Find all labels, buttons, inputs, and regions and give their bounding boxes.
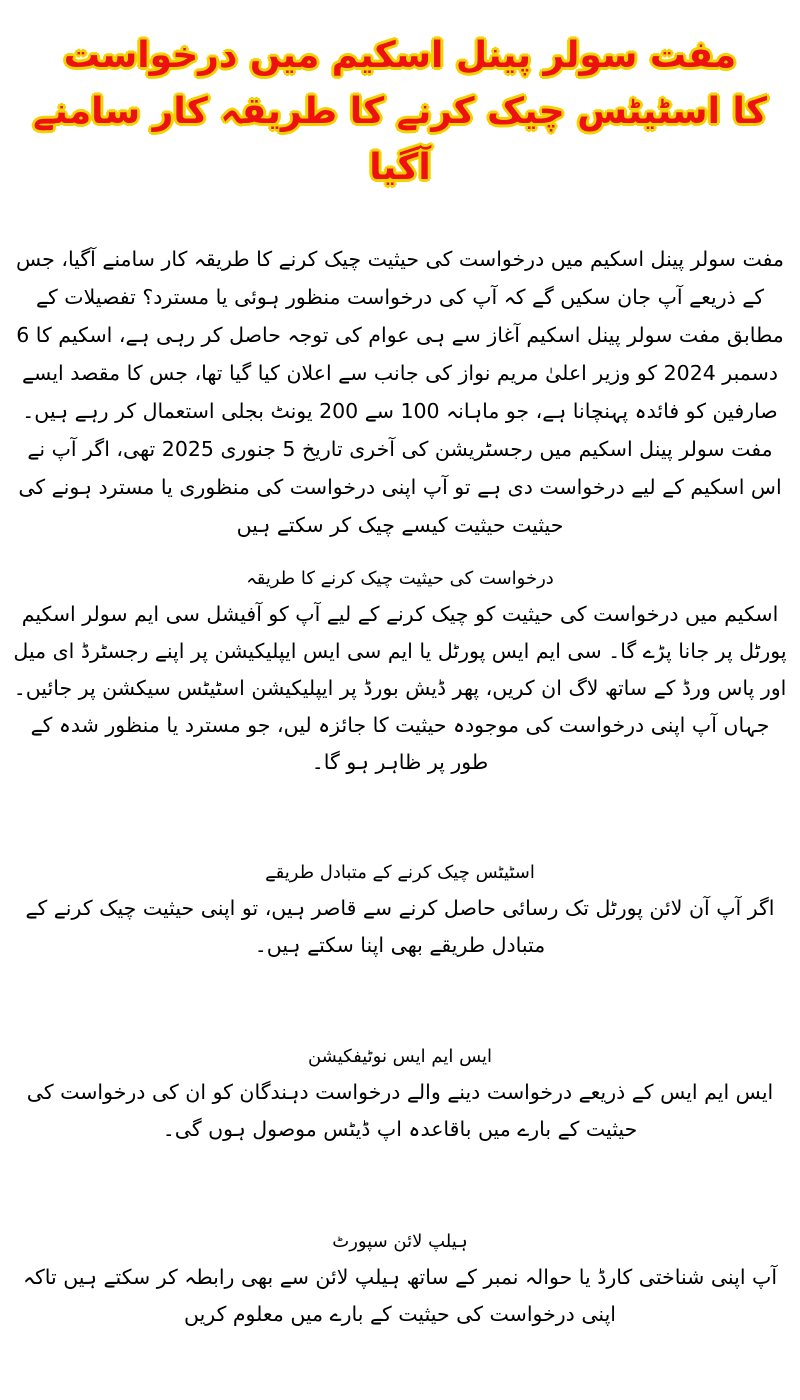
headline-line-1: مفت سولر پینل اسکیم میں درخواست	[63, 35, 737, 76]
section-helpline-support	[10, 1225, 790, 1333]
headline-line-2: کا اسٹیٹس چیک کرنے کا طریقہ کار سامنے آگیا	[33, 91, 767, 188]
section-title: درخواست کی حیثیت چیک کرنے کا طریقہ	[246, 568, 554, 589]
section-sms-notification	[10, 1040, 790, 1148]
headline	[10, 28, 790, 196]
section-body: اگر آپ آن لائن پورٹل تک رسائی حاصل کرنے سے قاصر ہیں، تو اپنی حیثیت چیک کرنے کے متبادل طریقے بھی اپنا سکتے ہیں۔	[25, 896, 775, 957]
intro-paragraph: مفت سولر پینل اسکیم میں درخواست کی حیثیت چیک کرنے کا طریقہ کار سامنے آگیا، جس کے ذریعے آپ جان سکیں گے کہ آپ کی درخواست منظور ہوئی یا مسترد؟ تفصیلات کے مطابق مفت سولر پینل اسکیم آغاز سے ہی عوام کی توجہ حاصل کر رہی ہے، اسکیم کا 6 دسمبر 2024 کو وزیر اعلیٰ مریم نواز کی جانب سے اعلان کیا گیا تھا، جس کا مقصد ایسے صارفین کو فائدہ پہنچانا ہے، جو ماہانہ 100 سے 200 یونٹ بجلی استعمال کر رہے ہیں۔ مفت سولر پینل اسکیم میں رجسٹریشن کی آخری تاریخ 5 جنوری 2025 تھی، اگر آپ نے اس اسکیم کے لیے درخواست دی ہے تو آپ اپنی درخواست کی منظوری یا مسترد ہونے کی حیثیت حیثیت کیسے چیک کر سکتے ہیں	[16, 247, 784, 537]
section-body: آپ اپنی شناختی کارڈ یا حوالہ نمبر کے ساتھ ہیلپ لائن سے بھی رابطہ کر سکتے ہیں تاکہ اپنی درخواست کی حیثیت کے بارے میں معلوم کریں	[22, 1265, 778, 1326]
section-body: اسکیم میں درخواست کی حیثیت کو چیک کرنے کے لیے آپ کو آفیشل سی ایم سولر اسکیم پورٹل پر جانا پڑے گا۔ سی ایم ایس پورٹل یا ایم سی ایس ایپلیکیشن پر اپنے رجسٹرڈ ای میل اور پاس ورڈ کے ساتھ لاگ ان کریں، پھر ڈیش بورڈ پر ایپلیکیشن اسٹیٹس سیکشن پر جائیں۔ جہاں آپ اپنی درخواست کی موجودہ حیثیت کا جائزہ لیں، جو مسترد یا منظور شدہ کے طور پر ظاہر ہو گا۔	[13, 602, 787, 774]
section-title: ایس ایم ایس نوٹیفکیشن	[307, 1046, 493, 1067]
section-title: اسٹیٹس چیک کرنے کے متبادل طریقے	[265, 862, 535, 883]
section-body: ایس ایم ایس کے ذریعے درخواست دینے والے درخواست دہندگان کو ان کی درخواست کی حیثیت کے بارے میں باقاعدہ اپ ڈیٹس موصول ہوں گی۔	[26, 1080, 774, 1141]
section-title: ہیلپ لائن سپورٹ	[332, 1231, 468, 1252]
section-status-check-method	[10, 562, 790, 781]
section-alternative-methods	[10, 856, 790, 964]
